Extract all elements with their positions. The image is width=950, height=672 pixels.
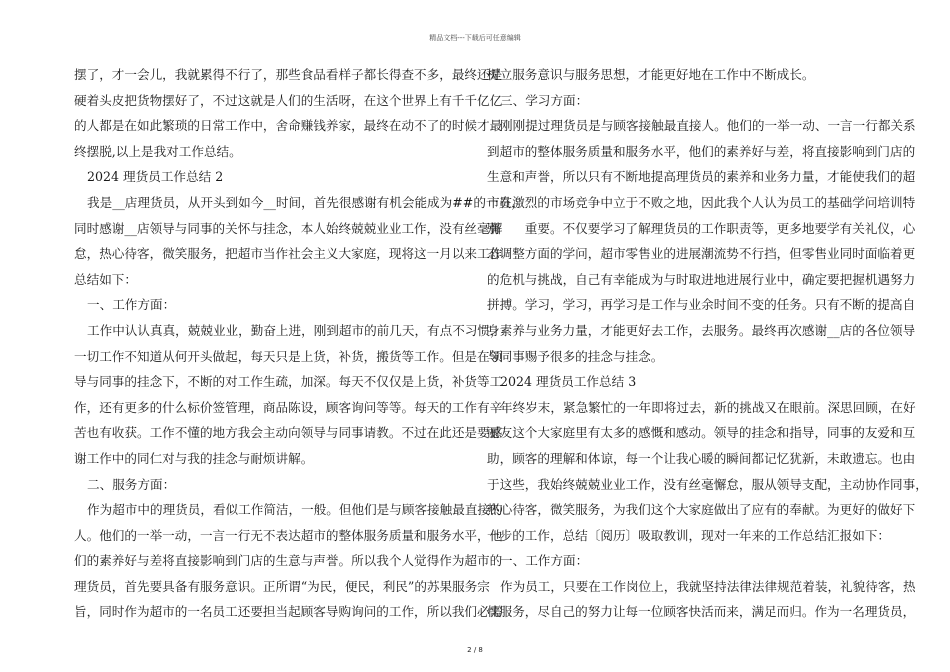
text-line: 一步的工作，总结〔阅历〕吸取教训，现对一年来的工作总结汇报如下： — [487, 527, 890, 543]
text-line: 一切工作不知道从何开头做起，每天只是上货，补货，搬货等工作。但是在领 — [74, 348, 503, 364]
text-line: 热心待客，微笑服务，为我们这个大家庭做出了应有的奉献。为更好的做好下 — [487, 502, 916, 518]
text-line: 人。他们的一举一动，一言一行无不表达超市的整体服务质量和服务水平，他 — [74, 527, 503, 543]
page-number: 2 / 8 — [467, 646, 483, 654]
text-line: 作为员工，只要在工作岗位上，我就坚持法律法律规范着装，礼貌待客，热 — [500, 578, 916, 594]
text-line: 一、工作方面： — [500, 553, 589, 569]
text-line: 硬着头皮把货物摆好了，不过这就是人们的生活呀，在这个世界上有千千亿亿 — [74, 92, 503, 108]
text-line: 市在激烈的市场竞争中立于不败之地，因此我个人认为员工的基础学问培训特 — [487, 194, 916, 210]
text-line: 到超市的整体服务质量和服务水平，他们的素养好与差，将直接影响到门店的 — [487, 143, 916, 159]
text-line: 丽友这个大家庭里有太多的感慨和感动。领导的挂念和指导，同事的友爱和互 — [487, 425, 916, 441]
left-column — [74, 62, 524, 625]
text-line: 总结如下： — [74, 271, 137, 287]
text-line: 拼搏。学习，学习，再学习是工作与业余时间不变的任务。只有不断的提高自 — [487, 297, 916, 313]
text-line: 别 重要。不仅要学习了解理货员的工作职责等，更多地要学有关礼仪，心 — [487, 220, 916, 236]
text-line: 与同事赐予很多的挂念与挂念。 — [487, 348, 664, 364]
text-line: 的人都是在如此繁琐的日常工作中，舍命赚钱养家，最终在动不了的时候才最 — [74, 118, 503, 134]
text-line: 忱服务，尽自己的努力让每一位顾客快活而来，满足而归。作为一名理货员， — [487, 604, 916, 620]
text-line: 终摆脱,以上是我对工作总结。 — [74, 143, 242, 159]
text-line: 工作中认认真真，兢兢业业，勤奋上进，刚到超市的前几天，有点不习惯， — [87, 322, 503, 338]
text-line: 的危机与挑战，自己有幸能成为与时取进地进展行业中，确定要把握机遇努力 — [487, 271, 916, 287]
text-line: 刚刚提过理货员是与顾客接触最直接人。他们的一举一动、一言一行都关系 — [500, 118, 916, 134]
page-header: 精品文档---下载后可任意编辑 — [429, 34, 521, 42]
text-line: 我是__店理货员，从开头到如今__时间，首先很感谢有机会能成为##的一员， — [87, 194, 524, 210]
right-column — [487, 62, 928, 625]
text-line: 同时感谢__店领导与同事的关怀与挂念，本人始终兢兢业业工作，没有丝毫懈 — [74, 220, 503, 236]
text-line: 态调整方面的学问，超市零售业的进展潮流势不行挡，但零售业同时面临着更 — [487, 246, 916, 262]
text-line: 摆了，才一会儿，我就累得不行了，那些食品看样子都长得查不多，最终还是 — [74, 67, 503, 82]
text-line: 年终岁末，紧急繁忙的一年即将过去，新的挑战又在眼前。深思回顾，在好 — [500, 399, 916, 415]
text-line: 导与同事的挂念下，不断的对工作生疏，加深。每天不仅仅是上货，补货等工 — [74, 374, 503, 390]
text-line: 怠，热心待客，微笑服务，把超市当作社会主义大家庭，现将这一月以来工作 — [74, 246, 503, 262]
text-line: 苦也有收获。工作不懂的地方我会主动向领导与同事请教。不过在此还是要感 — [74, 425, 503, 441]
text-line: 于这些，我始终兢兢业业工作，没有丝毫懈怠，服从领导支配，主动协作同事， — [487, 476, 928, 492]
text-line: 作为超市中的理货员，看似工作简洁，一般。但他们是与顾客接触最直接的 — [87, 502, 503, 518]
text-line: 助，顾客的理解和体谅，每一个让我心暖的瞬间都记忆犹新，未敢遗忘。也由 — [487, 450, 916, 466]
text-line: 一、工作方面： — [87, 297, 176, 313]
text-line: 树立服务意识与服务思想，才能更好地在工作中不断成长。 — [487, 67, 815, 82]
text-line: 身素养与业务力量，才能更好去工作，去服务。最终再次感谢__店的各位领导 — [487, 322, 916, 338]
text-line: 旨，同时作为超市的一名员工还要担当起顾客导购询问的工作，所以我们必需 — [74, 604, 503, 620]
text-line: 二、服务方面： — [87, 476, 176, 492]
text-line: 生意和声誉，所以只有不断地提高理货员的素养和业务力量，才能使我们的超 — [487, 169, 916, 185]
text-line: 2024 理货员工作总结 3 — [500, 374, 637, 390]
text-line: 谢工作中的同仁对与我的挂念与耐烦讲解。 — [74, 450, 314, 466]
text-line: 作，还有更多的什么标价签管理，商品陈设，顾客询问等等。每天的工作有辛 — [74, 399, 503, 415]
text-line: 2024 理货员工作总结 2 — [87, 169, 224, 185]
text-line: 理货员，首先要具备有服务意识。正所谓“为民，便民，利民”的苏果服务宗 — [74, 578, 490, 594]
text-line: 三、学习方面： — [500, 92, 589, 108]
text-line: 们的素养好与差将直接影响到门店的生意与声誉。所以我个人觉得作为超市的 — [74, 553, 503, 569]
